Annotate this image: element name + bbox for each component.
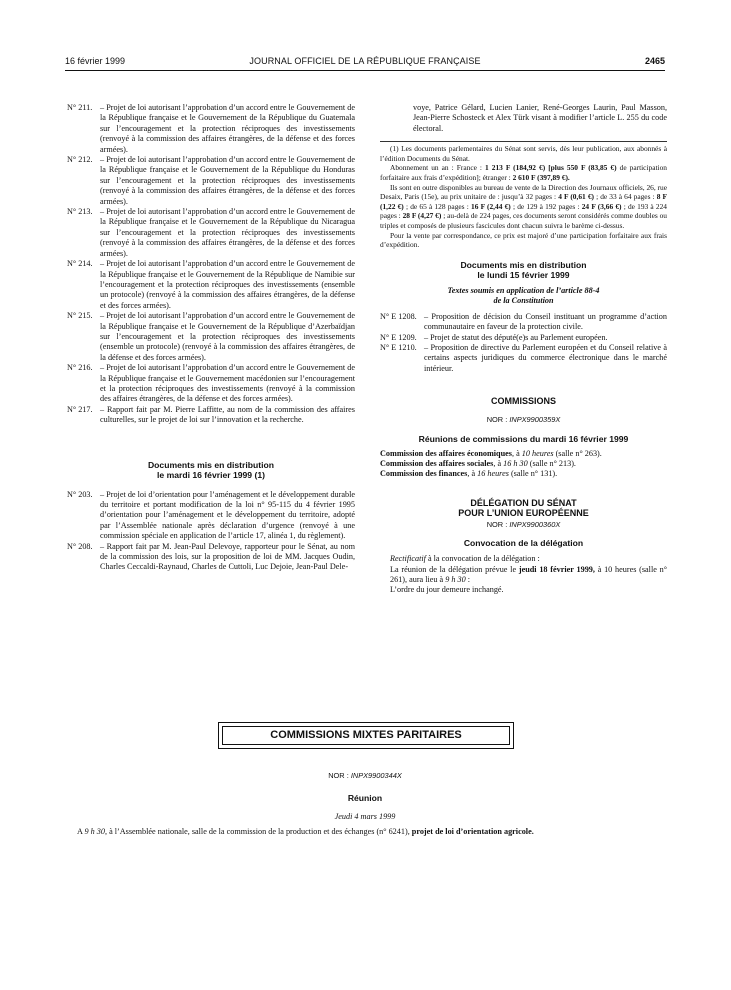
cmp-text: A (77, 826, 85, 836)
fn-text: de participation forfaitaire aux frais d’expédition]; étranger : (380, 163, 667, 182)
delegation-nor (380, 520, 667, 530)
nor-code: INPX9900360X (509, 519, 561, 529)
page-number: 2465 (644, 56, 665, 66)
cmp-italic: 9 h 30 (84, 826, 105, 836)
entry-text: – Projet de loi autorisant l’approbation d’un accord entre le Gouvernement de la République française et le Gouvernement de la République d’Azerbaïdjan sur l’encouragement et la protection réciproques des investissements (ensemble un protocole) (renvoyé à la commission des affaires étrangères, de la défense et des forces armées). (100, 311, 355, 362)
left-section-title-line1: Documents mis en distribution (147, 459, 275, 470)
entry-item (67, 490, 355, 542)
right-section-title-line2: le lundi 15 février 1999 (477, 269, 570, 280)
entry-item (380, 312, 667, 333)
nor-code: INPX9900344X (350, 771, 402, 780)
footnote-rule (380, 141, 667, 142)
fn-bold: 4 F (0,61 €) (558, 192, 594, 202)
del-text: : (465, 575, 471, 585)
left-section-title-line2: le mardi 16 février 1999 (1) (157, 469, 265, 480)
commission-item (380, 469, 667, 479)
commissions-meeting-title: Réunions de commissions du mardi 16 février 1999 (418, 433, 629, 444)
commission-room: (salle n° 263). (553, 448, 602, 458)
nor-label: NOR : (486, 519, 510, 529)
right-section-subtitle-line1: Textes soumis en application de l’article 88-4 (447, 285, 600, 295)
entry-item (67, 155, 355, 207)
fn-text: ; de 33 à 64 pages : (593, 192, 657, 202)
delegation-p1 (380, 565, 667, 586)
left-entries-2 (67, 490, 355, 573)
journal-title: JOURNAL OFFICIEL DE LA RÉPUBLIQUE FRANÇAISE (249, 56, 481, 66)
entry-text: – Projet de loi autorisant l’approbation d’un accord entre le Gouvernement de la République française et le Gouvernement macédonien sur l’encouragement et la protection réciproques des investissements (renvoyé à la commission des affaires étrangères, de la défense et des forces armées). (100, 363, 355, 404)
commission-item (380, 459, 667, 469)
fn-text: ; au-delà de 224 pages, ces documents seront considérés comme doubles ou triples et composés de plusieurs fascicules dont chacun suivra le barème ci-dessus. (380, 211, 667, 230)
cmp-text: , à l’Assemblée nationale, salle de la commission de la production et des échanges (n° 6241), (104, 826, 412, 836)
nor-code: INPX9900359X (509, 415, 561, 425)
fn-bold: 24 F (3,66 €) (581, 201, 622, 211)
left-section-title (67, 460, 355, 480)
entry-number: N° 213. (67, 207, 93, 217)
fn-text: Abonnement un an : France : (390, 163, 486, 173)
del-text: La réunion de la délégation prévue le (390, 564, 519, 574)
fn-bold: 8 F (1,22 €) (380, 192, 668, 211)
fn-text: ; de 65 à 128 pages : (403, 201, 471, 211)
right-section-subtitle-line2: de la Constitution (493, 295, 554, 305)
entry-text: – Projet de loi autorisant l’approbation d’un accord entre le Gouvernement de la République française et le Gouvernement de la République du Guatemala sur l’encouragement et la protection réciproques des investissements (renvoyé à la commission des affaires étrangères, de la défense et des forces armées). (100, 103, 355, 154)
cmp-box-title: COMMISSIONS MIXTES PARITAIRES (222, 726, 510, 745)
rectificatif (380, 554, 667, 564)
footnote-p4: Pour la vente par correspondance, ce prix est majoré d’une participation forfaitaire aux frais d’expédition. (380, 230, 667, 250)
header-date: 16 février 1999 (65, 56, 126, 66)
fn-text: Ils sont en outre disponibles au bureau de vente de la Direction des Journaux officiels, 26, rue Desaix, Paris (15e), au prix unitaire de : jusqu’à 32 pages : (380, 182, 667, 202)
rect-word: Rectificatif (390, 554, 426, 564)
fn-bold: 1 213 F (184,92 €) [plus 550 F (83,85 €) (485, 163, 617, 173)
commission-time: 16 h 30 (503, 459, 528, 468)
commission-time: 16 heures (477, 469, 509, 479)
fn-text: ; de 193 à 224 pages : (380, 201, 667, 221)
right-section-title (380, 260, 667, 280)
cmp-section (65, 771, 665, 837)
right-section-subtitle (380, 286, 667, 306)
entry-item (67, 259, 355, 311)
entry-text: – Rapport fait par M. Pierre Laffitte, au nom de la commission des affaires culturelles, sur le projet de loi sur l’innovation et la recherche. (100, 404, 355, 425)
footnote-p3 (380, 183, 667, 231)
convocation-title: Convocation de la délégation (463, 538, 584, 549)
entry-number: N° E 1210. (380, 342, 417, 352)
cmp-reunion: Réunion (347, 793, 383, 804)
entry-number: N° 215. (67, 311, 93, 321)
commission-time: 10 heures (521, 448, 554, 458)
entry-number: N° E 1208. (380, 311, 417, 321)
entry-number: N° 211. (67, 103, 93, 112)
commissions-list (380, 449, 667, 480)
entry-text: – Projet de loi autorisant l’approbation d’un accord entre le Gouvernement de la République française et le Gouvernement de la République du Nicaragua sur l’encouragement et la protection réciproques des investissements (renvoyé à la commission des affaires étrangères, de la défense et des forces armées). (100, 207, 355, 258)
del-italic: 9 h 30 (445, 575, 466, 585)
entry-item (67, 363, 355, 405)
footnote-p2 (380, 163, 667, 182)
entry-item (67, 405, 355, 426)
commission-name: Commission des affaires économiques (380, 448, 512, 458)
commissions-nor (380, 415, 667, 425)
entry-number: N° 212. (67, 155, 93, 165)
left-entries (67, 103, 355, 426)
commission-name: Commission des finances (380, 469, 468, 479)
entry-item (380, 343, 667, 374)
cmp-date: Jeudi 4 mars 1999 (334, 812, 396, 822)
fn-text: ; de 129 à 192 pages : (510, 201, 582, 211)
commission-sep: , à (467, 469, 478, 479)
entry-number: N° E 1209. (380, 332, 417, 342)
commission-sep: , à (511, 448, 522, 458)
delegation-title-line2: POUR L’UNION EUROPÉENNE (458, 507, 589, 518)
commission-sep: , à (493, 459, 504, 468)
commission-room: (salle n° 131). (508, 469, 558, 479)
delegation-p2: L’ordre du jour demeure inchangé. (390, 585, 504, 595)
entry-text: – Projet de loi autorisant l’approbation d’un accord entre le Gouvernement de la République française et le Gouvernement de la République du Honduras sur l’encouragement et la protection réciproques des investissements (renvoyé à la commission des affaires étrangères, de la défense et des forces armées). (100, 155, 355, 206)
entry-item (67, 542, 355, 573)
entry-item (67, 103, 355, 155)
right-continuation: voye, Patrice Gélard, Lucien Lanier, René-Georges Laurin, Paul Masson, Jean-Pierre Schosteck et Alex Türk visant à modifier l’article L. 255 du code électoral. (413, 103, 667, 133)
header-rule (65, 70, 665, 71)
commission-item (380, 449, 667, 459)
nor-label: NOR : (328, 771, 351, 780)
cmp-nor (65, 771, 665, 781)
entry-item (67, 207, 355, 259)
commission-room: (salle n° 213). (527, 459, 576, 468)
right-section-title-line1: Documents mis en distribution (460, 259, 587, 270)
cmp-box (218, 722, 514, 749)
entry-text: – Rapport fait par M. Jean-Paul Delevoye, rapporteur pour le Sénat, au nom de la commission des lois, sur la proposition de loi de MM. Jacques Oudin, Charles Ceccaldi-Raynaud, Charles de Cuttoli, Luc Dejoie, Jean-Paul Dele- (100, 541, 355, 572)
commissions-title: COMMISSIONS (490, 396, 556, 407)
page-header (65, 56, 665, 70)
right-column (380, 103, 667, 596)
entry-item (380, 333, 667, 343)
footnote-p1: (1) Les documents parlementaires du Sénat sont servis, dès leur publication, aux abonnés à l’édition Documents du Sénat. (380, 144, 667, 163)
del-text: à 10 heures (salle n° 261), aura lieu à (390, 564, 667, 585)
entry-text: – Projet de loi d’orientation pour l’aménagement et le développement durable du territoire et portant modification de la loi n° 95-115 du 4 février 1995 d’orientation pour l’aménagement et le développement du territoire, adopté par l’Assemblée nationale après déclaration d’urgence (renvoyé à une commission spéciale en application de l’article 17, alinéa 1, du règlement). (100, 489, 355, 541)
fn-bold: 2 610 F (397,89 €). (512, 173, 570, 182)
fn-bold: 28 F (4,27 €) (402, 211, 442, 221)
delegation-title-line1: DÉLÉGATION DU SÉNAT (470, 497, 577, 508)
left-column (67, 103, 355, 573)
delegation-title (380, 498, 667, 518)
footnote (380, 144, 667, 250)
entry-text: – Projet de statut des député(e)s au Parlement européen. (424, 332, 608, 342)
fn-bold: 16 F (2,44 €) (471, 201, 511, 211)
commission-name: Commission des affaires sociales (380, 459, 494, 468)
cmp-paragraph (65, 827, 665, 837)
nor-label: NOR : (486, 415, 510, 425)
entry-number: N° 216. (67, 363, 93, 373)
entry-item (67, 311, 355, 363)
entry-number: N° 217. (67, 404, 93, 414)
cmp-bold: projet de loi d’orientation agricole. (411, 826, 534, 836)
entry-number: N° 203. (67, 489, 93, 499)
right-entries (380, 312, 667, 374)
entry-text: – Proposition de décision du Conseil instituant un programme d’action communautaire en faveur de la protection civile. (424, 311, 667, 332)
entry-number: N° 214. (67, 259, 93, 269)
del-bold: jeudi 18 février 1999, (518, 564, 595, 574)
entry-text: – Projet de loi autorisant l’approbation d’un accord entre le Gouvernement de la République française et le Gouvernement de la République de Namibie sur l’encouragement et la protection réciproques des investissements (ensemble un protocole) (renvoyé à la commission des affaires étrangères, de la défense et des forces armées). (100, 259, 355, 310)
entry-number: N° 208. (67, 541, 93, 551)
rect-rest: à la convocation de la délégation : (425, 554, 540, 564)
entry-text: – Proposition de directive du Parlement européen et du Conseil relative à certains aspects juridiques du commerce électronique dans le marché intérieur. (424, 342, 667, 373)
